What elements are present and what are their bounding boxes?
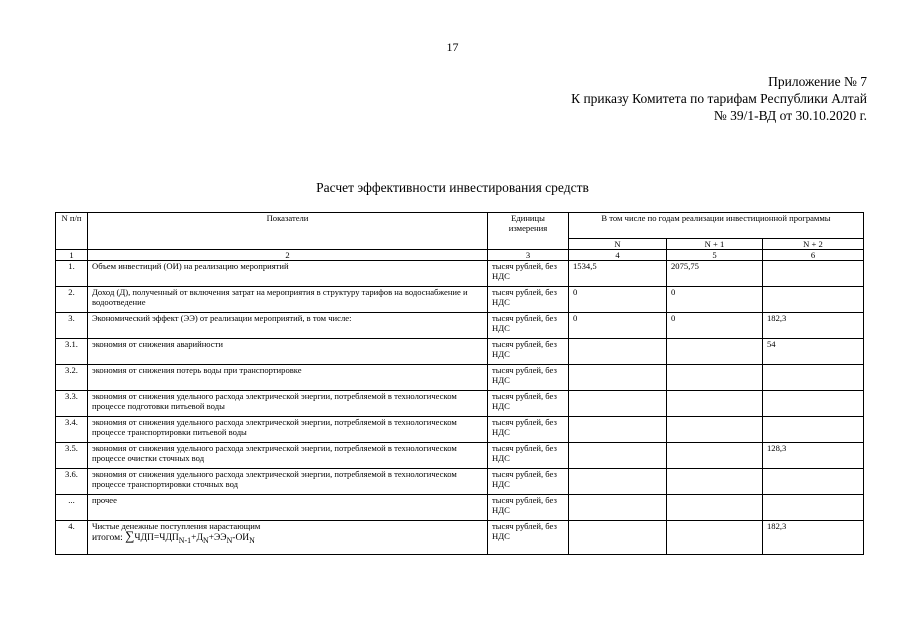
page-number: 17 (446, 40, 459, 54)
row-value-n (569, 469, 667, 495)
formula (92, 528, 483, 546)
row-indicator: экономия от снижения удельного расхода электрической энергии, потребляемой в технологическом процессе подготовки питьевой воды (88, 391, 488, 417)
row-value-n1 (667, 469, 763, 495)
row-unit: тысяч рублей, без НДС (488, 365, 569, 391)
row-indicator-line: Чистые денежные поступления нарастающим (92, 521, 261, 531)
row-value-n1 (667, 443, 763, 469)
row-value-n1: 0 (667, 287, 763, 313)
row-num: 4. (56, 521, 88, 555)
row-indicator: экономия от снижения удельного расхода электрической энергии, потребляемой в технологическом процессе транспортировки сточных вод (88, 469, 488, 495)
row-value-n: 0 (569, 287, 667, 313)
appendix-line-3: № 39/1-ВД от 30.10.2020 г. (713, 108, 867, 123)
row-value-n1: 2075,75 (667, 261, 763, 287)
document-title: Расчет эффективности инвестирования средств (316, 180, 589, 195)
row-value-n (569, 495, 667, 521)
row-indicator: Объем инвестиций (ОИ) на реализацию мероприятий (88, 261, 488, 287)
row-value-n1 (667, 417, 763, 443)
row-value-n2 (763, 365, 864, 391)
row-unit: тысяч рублей, без НДС (488, 391, 569, 417)
row-unit: тысяч рублей, без НДС (488, 495, 569, 521)
col-number: 1 (56, 250, 88, 261)
row-value-n: 0 (569, 313, 667, 339)
formula-part: -ОИ (232, 533, 250, 543)
table-row (56, 339, 864, 365)
row-num: 3.5. (56, 443, 88, 469)
table-row (56, 261, 864, 287)
col-number: 2 (88, 250, 488, 261)
row-value-n1 (667, 521, 763, 555)
col-number: 5 (667, 250, 763, 261)
col-number: 3 (488, 250, 569, 261)
row-value-n2 (763, 469, 864, 495)
row-value-n (569, 339, 667, 365)
row-num: 3.3. (56, 391, 88, 417)
row-unit: тысяч рублей, без НДС (488, 339, 569, 365)
row-value-n (569, 417, 667, 443)
row-num: 3.1. (56, 339, 88, 365)
row-num: 3. (56, 313, 88, 339)
table-row-total (56, 521, 864, 555)
row-value-n2: 54 (763, 339, 864, 365)
row-value-n2: 182,3 (763, 521, 864, 555)
row-num: 2. (56, 287, 88, 313)
row-value-n2 (763, 417, 864, 443)
row-value-n2: 182,3 (763, 313, 864, 339)
row-unit: тысяч рублей, без НДС (488, 469, 569, 495)
row-unit: тысяч рублей, без НДС (488, 261, 569, 287)
row-value-n1 (667, 391, 763, 417)
row-indicator: экономия от снижения удельного расхода электрической энергии, потребляемой в технологическом процессе транспортировки питьевой воды (88, 417, 488, 443)
header-year-n2: N + 2 (763, 239, 864, 250)
table-row (56, 443, 864, 469)
appendix-header (571, 73, 867, 124)
header-num: N п/п (56, 213, 88, 250)
row-value-n2 (763, 495, 864, 521)
header-unit: Единицы измерения (488, 213, 569, 250)
table-row (56, 287, 864, 313)
table-row (56, 391, 864, 417)
row-num: 3.6. (56, 469, 88, 495)
row-unit: тысяч рублей, без НДС (488, 287, 569, 313)
row-value-n2 (763, 391, 864, 417)
row-value-n (569, 365, 667, 391)
row-indicator: Экономический эффект (ЭЭ) от реализации мероприятий, в том числе: (88, 313, 488, 339)
header-indicator: Показатели (88, 213, 488, 250)
row-num: 1. (56, 261, 88, 287)
col-number: 6 (763, 250, 864, 261)
formula-sub: N-1 (178, 535, 192, 545)
row-unit: тысяч рублей, без НДС (488, 521, 569, 555)
row-num: 3.2. (56, 365, 88, 391)
row-value-n1 (667, 365, 763, 391)
row-indicator: прочее (88, 495, 488, 521)
formula-sub: N (249, 535, 255, 545)
row-value-n (569, 521, 667, 555)
table-row (56, 417, 864, 443)
row-indicator: экономия от снижения потерь воды при транспортировке (88, 365, 488, 391)
row-indicator: экономия от снижения аварийности (88, 339, 488, 365)
row-value-n2: 128,3 (763, 443, 864, 469)
row-unit: тысяч рублей, без НДС (488, 443, 569, 469)
row-indicator: экономия от снижения удельного расхода электрической энергии, потребляемой в технологическом процессе очистки сточных вод (88, 443, 488, 469)
row-num: 3.4. (56, 417, 88, 443)
row-value-n: 1534,5 (569, 261, 667, 287)
row-value-n1 (667, 339, 763, 365)
header-year-n1: N + 1 (667, 239, 763, 250)
row-unit: тысяч рублей, без НДС (488, 417, 569, 443)
col-number: 4 (569, 250, 667, 261)
row-num: ... (56, 495, 88, 521)
formula-prefix: итогом: (92, 533, 123, 543)
row-unit: тысяч рублей, без НДС (488, 313, 569, 339)
row-indicator: Доход (Д), полученный от включения затрат на мероприятия в структуру тарифов на водоснабжение и водоотведение (88, 287, 488, 313)
sum-symbol: ∑ (125, 528, 135, 543)
header-year-n: N (569, 239, 667, 250)
row-value-n1: 0 (667, 313, 763, 339)
formula-part: ЧДП=ЧДП (134, 533, 179, 543)
row-value-n (569, 443, 667, 469)
header-years-group: В том числе по годам реализации инвестиционной программы (569, 213, 864, 239)
formula-sub: N (226, 535, 233, 545)
formula-part: +ЭЭ (208, 533, 227, 543)
row-value-n2 (763, 287, 864, 313)
row-value-n (569, 391, 667, 417)
efficiency-table (55, 212, 864, 555)
table-row (56, 469, 864, 495)
row-value-n1 (667, 495, 763, 521)
appendix-line-1: Приложение № 7 (768, 74, 867, 89)
row-value-n2 (763, 261, 864, 287)
formula-sub: N (202, 535, 209, 545)
row-indicator (88, 521, 488, 555)
table-row (56, 365, 864, 391)
table-row (56, 495, 864, 521)
appendix-line-2: К приказу Комитета по тарифам Республики Алтай (571, 91, 867, 106)
formula-part: +Д (191, 533, 203, 543)
table-row (56, 313, 864, 339)
